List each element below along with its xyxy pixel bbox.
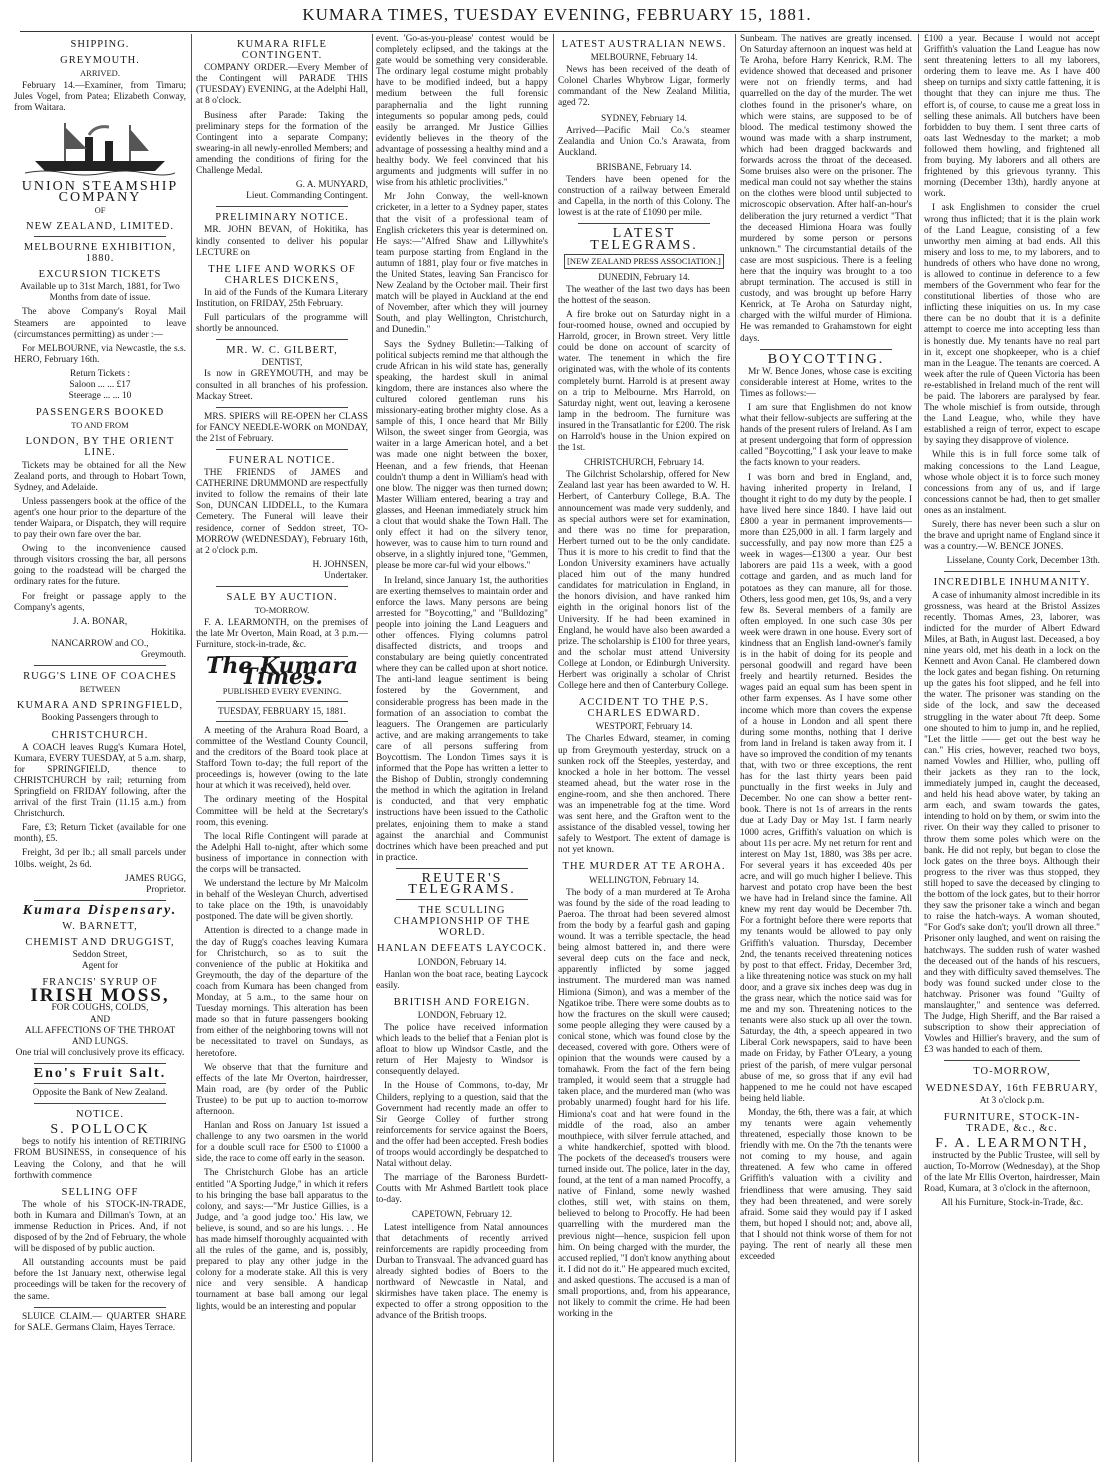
article-text: The marriage of the Baroness Burdett-Coutts with Mr Ashmed Bartlett took place to-day. (376, 1173, 548, 1206)
article-text: The Gilchrist Scholarship, offered for New Zealand last year has been awarded to W. H. Herbert, of Canterbury College, B.A. The announcement was made very suddenly, and as special authors were set for examination, and there was no time for preparation, Herbert turned out to be the only candidate. Thus it is more to his credit to find that the London University examiners have actually placed him out of the many hundred candidates for matriculation in England, in the honors division, and have ranked him eighth in the original honors list of the University. If he had been examined in England, he would have also been awarded a prize. The scholarship is £100 for three years, and the scholar must attend University College at London, or Edinburgh University. Herbert was originally a scholar of Christ College here and then of Canterbury College. (558, 470, 730, 692)
coughs-label: FOR COUGHS, COLDS, (51, 1003, 149, 1014)
exhibition-heading: MELBOURNE EXHIBITION, 1880. (23, 241, 177, 265)
saloon-fare: Saloon ... ... £17 (69, 379, 131, 390)
local-news: Attention is directed to a change made in the day of Rugg's coaches leaving Kumara for Christchurch, so as to suit the convenience of the public at Hokitika and Greymouth, the day of the departure of the coach from Kumara has been changed from Monday, at 5 a.m., to the same hour on Tuesday mornings. This alteration has been made so that in future passengers booking from either of the neighboring towns will not be necessitated to travel on Sundays, as heretofore. (196, 926, 368, 1059)
local-news: The Christchurch Globe has an article entitled "A Sporting Judge," in which it refers to his bringing the base ball apparatus to the colony, and says:—"Mr Justice Gillies, is a Judge, and 'a good judge too.' His law, we believe, is sound, and so are his lungs. . . He has made himself thoroughly acquainted with all the rules of the game, and is, possibly, prepared to play any other judge in the colony for a moderate stake. All this is very nice and very sensible. A handicap tournament at base ball among our legal lights, would be an interesting and popular (196, 1168, 368, 1312)
article-text: Latest intelligence from Natal announces that detachments of recently arrived reinforcements are rapidly proceeding from Durban to Transvaal. The advanced guard has already sighted bodies of Boers to the northward of Newcastle in Natal, and skirmishes have taken place. The enemy is expected to offer a strong opposition to the advance of the British troops. (376, 1222, 548, 1322)
dateline: WESTPORT, February 14. (595, 721, 693, 732)
munyard-title: Lieut. Commanding Contingent. (246, 191, 368, 202)
article-text: A fire broke out on Saturday night in a four-roomed house, owned and occupied by Harrold, grocer, in Brown street. Very little could be done on account of scarcity of water. The tenement in which the fire originated was, with the whole of its contents completely burnt. Harrold is at present away on a trip to Melbourne. Mrs Harrold, on Saturday night, went out, leaving a kerosene lamp in the bedroom. The furniture was insured in the Transatlantic for £200. The risk on Harrold's house in the Union expired on the 1st. (558, 309, 730, 454)
published-label: PUBLISHED EVERY EVENING. (222, 685, 342, 696)
selling-off: SELLING OFF (61, 1186, 139, 1198)
auction-furniture: All his Furniture, Stock-in-Trade, &c. (940, 1198, 1084, 1209)
page-masthead: KUMARA TIMES, TUESDAY EVENING, FEBRUARY 15, 1881. (302, 5, 812, 24)
unless-text: Unless passengers book at the office of the agent's one hour prior to the departure of the tender Waipara, or Dispatch, they will require to pay their own fare over the bar. (14, 496, 186, 541)
agent-nancarrow-town: Greymouth. (140, 650, 186, 661)
undertaker-label: Undertaker. (324, 570, 368, 581)
local-news: A meeting of the Arahura Road Board, a committee of the Westland County Council, and the creditors of the Board took place at Stafford Town to-day; the full report of the proceedings is, however (owing to the late hour at which it was received), held over. (196, 725, 368, 792)
royal-mail-text: The above Company's Royal Mail Steamers are appointed to leave (circumstances permitting) as under :— (14, 307, 186, 340)
article-text: Hanlan won the boat race, beating Laycock easily. (376, 969, 548, 991)
dispensary-heading: Kumara Dispensary. (22, 902, 178, 918)
article-text: In Ireland, since January 1st, the authorities are exerting themselves to maintain order and enforce the laws. Many persons are being arrested for "Boycotting," and "Bulldozing" people into joining the Land Leaguers and other offences. Flying columns patrol disaffected districts, and troops and constabulary are being quietly concentrated where they can be called upon at short notice. The anti-land league sentiment is being fostered by the Government, and considerable progress has been made in the formation of an association to combat the leaguers. The Orangemen are particularly active, and are making arrangements to take care of all persons suffering from Boycottism. The London Times says it is informed that the Pope has written a letter to the Bishop of Dublin, strongly condemning the method in which the agitation in Ireland is conducted, and that very emphatic instructions have been issued to the Catholic prelates, enjoining them to make a stand against the anarchial and Communist doctrines which have been preached and put in practice. (376, 575, 548, 863)
article-text: £100 a year. Because I would not accept Griffith's valuation the Land League has now sent threatening letters to all my laborers, ordering them to leave me. As I have 400 sheep on turnips and sixty cattle fattening, it is thought that they can injure me thus. The effort is, of course, to cause me a great loss in selling these animals. All butchers have been forbidden to buy them. I sent three carts of oats last Wednesday to the market; a mob followed them howling, and frightened all from buying. My laborers and all others are frightened by this grievous tyranny. This morning (December 13th), hardly anyone at work. (924, 34, 1100, 200)
dentist-label: DENTIST, (261, 358, 303, 369)
article-text: While this is in full force some talk of making concessions to the Land League, whose whole object it is to force such money concessions from any of us, and if large concessions cannot be had, then to get smaller ones as an instalment. (924, 450, 1100, 516)
sale-tomorrow: TO-MORROW. (254, 605, 310, 616)
article-text: Arrived—Pacific Mail Co.'s steamer Zealandia and Union Co.'s Arawata, from Auckland. (558, 125, 730, 158)
union-of: OF (94, 204, 106, 215)
melbourne-sailing: For MELBOURNE, via Newcastle, the s.s. HERO, February 16th. (14, 343, 186, 365)
inhumanity-heading: INCREDIBLE INHUMANITY. (933, 577, 1091, 589)
article-text: News has been received of the death of Colonel Charles Whybrow Ligar, formerly commandant of the New Zealand Militia, aged 72. (558, 65, 730, 109)
sale-heading: SALE BY AUCTION. (226, 592, 338, 604)
local-news: Hanlan and Ross on January 1st issued a challenge to any two oarsmen in the world for a double scull race for £500 to £1000 a side, the race to come off early in the season. (196, 1121, 368, 1165)
dateline: SYDNEY, February 14. (601, 112, 687, 123)
steamship-icon (25, 119, 175, 177)
irish-moss: IRISH MOSS, (30, 985, 170, 1007)
column-divider (191, 34, 192, 1462)
union-heading: UNION STEAMSHIP COMPANY (21, 178, 179, 205)
dickens-lecture: THE LIFE AND WORKS OF CHARLES DICKENS, (208, 263, 356, 286)
between-label: BETWEEN (79, 684, 121, 695)
sluice-text: SLUICE CLAIM.— QUARTER SHARE for SALE. Germans Claim, Hayes Terrace. (14, 1311, 186, 1333)
article-text: Monday, the 6th, there was a fair, at which my tenants were again vehemently threatened, especially those known to be friendly with me. On the 7th the tenants were not coming to my house, and again threatened. A few who came in offered Griffith's valuation with a civility and friendliness that were amusing. They said they had been threatened, and were sorely afraid. Some said they would pay if I asked them, but hoped I should not; and, above all, that I should not think worse of them for not paying. The rent of nearly all these men exceeded (740, 1107, 912, 1263)
boycotting-heading: BOYCOTTING. (767, 351, 885, 367)
article-text: The body of a man murdered at Te Aroha was found by the side of the road leading to Paeroa. The throat had been severed almost from the body by a fearful gash and gaping wound. It was a terrible spectacle, the head being almost battered in, and there were several deep cuts on the face and neck, apparently inflicted by some jagged instrument. The murdered man was named Himiona (Simon), and was a member of the Ngatikoe tribe. There were some doubts as to how the fractures on the skull were caused; some people alleging they were caused by a conical stone, which was found close by the deceased, covered with gore. Others were of opinion that the wounds were caused by a tomahawk. From the fact of the fern being trampled, it would seem that a struggle had taken place, and the murdered man (who was probably unarmed) fought hard for his life. Himiona's coat and hat were found in the middle of the road, also an amber mouthpiece, with silver ferrule attached, and a white handkerchief, spotted with blood. The pockets of the deceased's trousers were turned inside out. The police, later in the day, found, at the tent of a man named Procoffy, a native of Finland, some newly washed clothes, still wet, with stains on them, believed to belong to Procoffy. He had been quarrelling with the murdered man the previous night—hence, suspicion fell upon him. On being charged with the murder, the accused replied, "I don't know anything about it. I did not do it." He appeared much excited, and asked questions. The accused is a man of small proportions, and, from his appearance, not likely to commit the crime. He had been working in the (558, 887, 730, 1320)
auction-items: FURNITURE, STOCK-IN-TRADE, &c., &c. (943, 1111, 1081, 1134)
article-text: The weather of the last two days has been the hottest of the season. (558, 284, 730, 306)
local-news: We understand the lecture by Mr Malcolm in behalf of the Wesleyan Church, advertised to take place on the 19th, is unavoidably postponed. The date will be given shortly. (196, 879, 368, 923)
auction-tomorrow: TO-MORROW, (973, 1066, 1051, 1078)
letter-signoff: Lisselane, County Cork, December 13th. (946, 556, 1100, 567)
funeral-text: THE FRIENDS of JAMES and CATHERINE DRUMMOND are respectfully invited to follow the remains of their late Son, DUNCAN LIDDELL, to the Kumara Cemetery. The Funeral will leave their residence, corner of Seddon street, TO-MORROW (WEDNESDAY), February 16th, at 2 o'clock p.m. (196, 468, 368, 556)
local-news: The ordinary meeting of the Hospital Committee will be held at the Secretary's room, this evening. (196, 795, 368, 828)
article-text: In the House of Commons, to-day, Mr Childers, replying to a question, said that the Government had recently made an offer to Sir George Colley of further strong reinforcements for service against the Boers, and the offer had been accepted. Fresh bodies of troops would accordingly be despatched to Natal without delay. (376, 1081, 548, 1170)
article-text: The police have received information which leads to the belief that a Fenian plot is afloat to blow up Windsor Castle, and the return of Her Majesty to Windsor is consequently delayed. (376, 1022, 548, 1078)
dateline: CHRISTCHURCH, February 14. (583, 457, 704, 468)
agent-for: Agent for (81, 961, 119, 972)
return-tickets-label: Return Tickets : (70, 368, 130, 379)
auction-date: WEDNESDAY, 16th FEBRUARY, (925, 1082, 1099, 1094)
sale-text: F. A. LEARMONTH, on the premises of the late Mr Overton, Main Road, at 3 p.m.—Furniture, stock-in-trade, &c. (196, 618, 368, 651)
accident-heading: ACCIDENT TO THE P.S. CHARLES EDWARD. (578, 697, 710, 720)
coach-freight-text: Freight, 3d per lb.; all small parcels under 10lbs. weight, 2s 6d. (14, 848, 186, 870)
preliminary-heading: PRELIMINARY NOTICE. (215, 212, 349, 224)
paper-masthead: The Kumara Times. (205, 652, 359, 690)
johnsen-name: H. JOHNSEN, (312, 559, 368, 570)
funeral-heading: FUNERAL NOTICE. (228, 455, 336, 466)
arrived-label: ARRIVED. (80, 68, 120, 79)
column-divider (553, 34, 554, 1462)
column-divider (735, 34, 736, 1462)
union-nz: NEW ZEALAND, LIMITED. (26, 220, 174, 232)
steerage-fare: Steerage ... ... 10 (68, 391, 132, 402)
murder-heading: THE MURDER AT TE AROHA. (562, 861, 726, 873)
selling-text: The whole of his STOCK-IN-TRADE, both in Kumara and Dillman's Town, at an immense Reduction in Prices. And, if not disposed of by the 2nd of February, the whole will be disposed of by public auction. (14, 1199, 186, 1255)
article-text: Surely, there has never been such a slur on the brave and upright name of England since it was a country.—W. BENCE JONES. (924, 520, 1100, 553)
article-text: Says the Sydney Bulletin:—Talking of political subjects remind me that although the crude African in his wild state has, generally speaking, the hardest skull in animal kingdom, there are instances also where the cultured colored gentleman runs his missionary-eating brother mighty close. As a sample of this, I once heard that Mr Billy Wilson, the sweet singer from Georgia, was waiter in a large American hotel, and a bet was made one night between the boxer, Heenan, and a few friends, that Heenan couldn't thump a dent in William's head with one blow. The nigger was then turned down; Master William entered, bearing a tray and glasses, and Heenan immediately struck him a clout that would shake the Town Hall. The only effect it had on the silvery tenor, however, was to cause him to turn round and observe, in a slightly injured tone, "Gemmen, please be more car-ful wid your elbows." (376, 339, 548, 572)
column-1 (14, 34, 186, 1462)
article-text: I was born and bred in England, and, having inherited property in Ireland, I thought it right to do my duty by the people. I have lived here since 1840. I have laid out £800 a year in permanent improvements—more than £25,000 in all. I farm largely and successfully, and pay now more than £25 a week in wages—£1300 a year. Our best laborers are paid 11s a week, with a good cottage and garden, and as much land for potatoes as they can manure, all for those. Others, less good men, get 10s, 9s, and a very few 8s. Several members of a family are often employed. In one such case 30s per week were drawn in one house. Every sort of kindness that an English land-owner's family is in the habit of doing for its people and personal goodwill and regard have been freely and heartily returned. Besides the wages paid an equal sum has been spent in other farm expenses. As I have some other income which more than covers the expense of a house in London and all spent there during some months, nothing that I derive from land in Ireland is taken away from it. I have so improved the condition of my tenants that, with two or three exceptions, the rent has for the last thirty years been paid punctually in the first weeks in July and December. No one can show a better rent-book. There is not 1s of arrears in the rents due at Lady Day or May 1st. I farm nearly 1000 acres, Griffith's valuation on which is about 11s per acre. My net return for rent and interest on May 1st, 1880, was 38s per acre. For several years it has exceeded 40s per acre, and will go much higher I believe. This harvest and potato crop have been the best we have had in Ireland since the famine. All knew my rent day would be December 7th. For a fortnight before there were reports that my tenants would be allowed to pay only Griffith's valuation. Thursday, December 2nd, the tenants received threatening notices by post to that effect. Friday, December 3rd, a like threatening notice was stuck on my hall door, and a grave six inches deep was dug in the grass near, which the notice said was for me and my son. Threatening notices to the tenants were also stuck up all over the town. Saturday, the 4th, a speech appeared in two Liberal Cork newspapers, said to have been made on Friday, by Father O'Leary, a young priest of the parish, of mere vulgar personal abuse of me, so gross that if any evil had happened to me he could not have escaped being held liable. (740, 472, 912, 1104)
rugg-signature: JAMES RUGG, (125, 873, 186, 884)
hanlan-heading: HANLAN DEFEATS LAYCOCK. (377, 943, 547, 955)
spiers-text: MRS. SPIERS will RE-OPEN her CLASS for FANCY NEEDLE-WORK on MONDAY, the 21st of February. (196, 411, 368, 444)
dateline: CAPETOWN, February 12. (411, 1209, 513, 1220)
kumara-springfield: KUMARA AND SPRINGFIELD, (16, 700, 184, 712)
column-divider (918, 34, 919, 1462)
coach-text: A COACH leaves Rugg's Kumara Hotel, Kumara, EVERY TUESDAY, at 5 a.m. sharp, for SPRINGFIELD, thence to CHRISTCHURCH by rail; returning from Springfield on FRIDAY following, after the arrival of the first Train (11.15 a.m.) from Christchurch. (14, 742, 186, 820)
excursion-text: Available up to 31st March, 1881, for Two Months from date of issue. (20, 282, 180, 304)
british-heading: BRITISH AND FOREIGN. (393, 996, 531, 1008)
arrivals-text: February 14.—Examiner, from Timaru; Jules Vogel, from Patea; Elizabeth Conway, from Waitara. (14, 81, 186, 114)
column-3 (376, 34, 548, 1462)
accounts-text: All outstanding accounts must be paid before the 1st January next, otherwise legal proceedings will be taken for the recovery of the same. (14, 1258, 186, 1302)
column-2 (196, 34, 368, 1462)
article-text: A case of inhumanity almost incredible in its grossness, was heard at the Bristol Assizes recently. Thomas Ames, 23, laborer, was indicted for the murder of Albert Edward Miles, at Bath, in August last. Deceased, a boy nine years old, met his death in a lock on the Kennett and Avon Canal. He clambered down the lock gates and began fishing. On returning up the gates his foot slipped, and he fell into the water. The prisoner was standing on the side of the lock, and saw the deceased struggling in the water about 7ft deep. Some one shouted to him to jump in, and he replied, "Let the little —— get out the best way he can." His cries, however, reached two boys, named Vowles and Hillier, who, pulling off their jackets as they ran to the lock, immediately jumped in, caught the deceased, and held his head above water, by taking an arm each, and swam towards the gates, intending to hold on by them, or swim into the river. On their way they called to prisoner to throw them some poles which were on the bank. He did not reply, but began to close the lock gates on the three boys. Although their progress to the river was thus stopped, they still hoped to save the deceased by clinging to the bottom of the lock gates, but to their horror they saw the prisoner take a winch and began to raise the hatch-ways. A woman shouted, "For God's sake don't; you'll drown all three." Prisoner only laughed, and went on raising the hatchways. The sudden rush of water washed the deceased out of the hands of his rescuers, and they with difficulty saved themselves. The body was found sucked under close to the hatchway. Prisoner was found "Guilty of manslaughter," and sentence was deferred. The Judge, High Sheriff, and the Bar raised a subscription to show their appreciation of Vowles and Hillier's bravery, and the sum of £3 was handed to each of them. (924, 590, 1100, 1056)
munyard-name: G. A. MUNYARD, (295, 180, 368, 191)
local-news: The local Rifle Contingent will parade at the Adelphi Hall to-night, after which some business of importance in connection with the corps will be transacted. (196, 831, 368, 875)
column-6 (924, 34, 1100, 1462)
rifle-text: COMPANY ORDER.—Every Member of the Contingent will PARADE THIS (TUESDAY) EVENING, at the Adelphi Hall, at 8 o'clock. (196, 63, 368, 107)
barnett-name: W. BARNETT, (62, 920, 138, 932)
rifle-heading: KUMARA RIFLE CONTINGENT. (237, 39, 327, 62)
sculling-heading: THE SCULLING CHAMPIONSHIP OF THE WORLD. (393, 905, 531, 939)
to-from: TO AND FROM (71, 420, 129, 431)
dateline: WELLINGTON, February 14. (589, 874, 699, 885)
and-label: AND (89, 1014, 111, 1025)
orient-line: LONDON, BY THE ORIENT LINE. (25, 436, 175, 459)
particulars-text: Full particulars of the programme will shortly be announced. (196, 313, 368, 335)
notice-heading: NOTICE. (75, 1109, 125, 1121)
freight-text: For freight or passage apply to the Company's agents, (14, 591, 186, 613)
seddon-street: Seddon Street, (72, 950, 128, 961)
syrup-label: FRANCIS' SYRUP OF (42, 977, 158, 989)
pollock-text: begs to notify his intention of RETIRING FROM BUSINESS, in consequence of his Leaving the Colony, and that he will forthwith commence (14, 1137, 186, 1181)
tickets-text: Tickets may be obtained for all the New Zealand ports, and through to Hobart Town, Sydney, and Adelaide. (14, 460, 186, 493)
australian-heading: LATEST AUSTRALIAN NEWS. (561, 39, 727, 50)
dateline: DUNEDIN, February 14. (598, 271, 690, 282)
dateline: LONDON, February 12. (417, 1009, 507, 1020)
bevan-text: MR. JOHN BEVAN, of Hokitika, has kindly consented to deliver his popular LECTURE on (196, 225, 368, 258)
article-text: The Charles Edward, steamer, in coming up from Greymouth yesterday, struck on a sunken rock off the Steeples, yesterday, and knocked a hole in her bottom. The vessel steamed ahead, but the water rose in the engine-room, and she then anchored. There was an impenetrable fog at the time. Word was sent here, and the Grafton went to the assistance of the disabled vessel, towing her safely to Westport. The extent of damage is not yet known. (558, 734, 730, 856)
auction-text: instructed by the Public Trustee, will sell by auction, To-Morrow (Wednesday), at the Shop of the late Mr Ellis Overton, hairdresser, Main Road, Kumara, at 3 o'clock in the afternoon, (924, 1151, 1100, 1195)
excursion-heading: EXCURSION TICKETS (38, 269, 162, 281)
local-news: We observe that that the furniture and effects of the late Mr Overton, hairdresser, Main road, are (by order of the Public Trustee) to be put up to auction to-morrow afternoon. (196, 1062, 368, 1117)
eno-heading: Eno's Fruit Salt. (33, 1065, 167, 1081)
rugg-heading: RUGG'S LINE OF COACHES (23, 671, 177, 683)
issue-date: TUESDAY, FEBRUARY 15, 1881. (218, 705, 346, 716)
agent-nancarrow: NANCARROW and CO., (51, 638, 149, 649)
reuter-heading: REUTER'S TELEGRAMS. (408, 870, 516, 898)
press-association: [NEW ZEALAND PRESS ASSOCIATION.] (564, 254, 724, 269)
masthead-rule (20, 31, 1094, 32)
article-text: I am sure that Englishmen do not know what their fellow-subjects are suffering at the hands of the present rulers of Ireland. As I am at present undergoing that form of oppression called "Boycotting," I ask your leave to make the facts known to your readers. (740, 403, 912, 469)
chemist-label: CHEMIST AND DRUGGIST, (25, 937, 175, 948)
dateline: LONDON, February 14. (417, 956, 507, 967)
article-text: I ask Englishmen to consider the cruel wrong thus inflicted; that it is the plain work of the Land League, consisting of a few unworthy men aiming at bad ends. All this misery and loss to me, to my laborers, and to hundreds of others who have done no wrong, is allowed to continue in deference to a few members of the Government who fear for the constitutional liberties of those who are inflicting these iniquities on us. In my case there can be no doubt that it is a definite attempt to coerce me into accepting less than is honestly due. My tenants have no real part in it, except one shopkeeper, who is a chief man in the League. The tenants are coerced. A week after the rule of Queen Victoria has been re-established in Ireland much of the rent will be paid. The laborers are paralysed by fear. The whole mischief is from outside, through the Land League, who, while they have established a reign of terror, expect to escape by saying they disapprove of violence. (924, 203, 1100, 447)
throat-label: ALL AFFECTIONS OF THE THROAT AND LUNGS. (24, 1025, 176, 1047)
gilbert-text: Is now in GREYMOUTH, and may be consulted in all branches of his profession. Mackay Street. (196, 369, 368, 402)
shipping-heading: SHIPPING. (70, 39, 130, 50)
rifle-business: Business after Parade: Taking the preliminary steps for the formation of the Contingent into a separate Company; swearing-in all newly-enrolled Members; and amending the conditions of firing for the Challenge Medal. (196, 110, 368, 177)
agent-bonar: J. A. BONAR, (72, 616, 128, 627)
telegrams-heading: LATEST TELEGRAMS. (590, 226, 698, 253)
opposite-bank: Opposite the Bank of New Zealand. (32, 1088, 168, 1099)
one-trial-text: One trial will conclusively prove its efficacy. (15, 1047, 185, 1058)
article-text: Mr W. Bence Jones, whose case is exciting considerable interest at Home, writes to the Times as follows:— (740, 366, 912, 399)
auction-time: At 3 o'clock p.m. (979, 1095, 1045, 1106)
aid-text: In aid of the Funds of the Kumara Literary Institution, on FRIDAY, 25th February. (196, 287, 368, 309)
dateline: MELBOURNE, February 14. (590, 52, 698, 63)
pollock-name: S. POLLOCK (50, 1122, 150, 1138)
article-text: Tenders have been opened for the construction of a railway between Emerald and Capella, in the north of this Colony. The lowest is at the rate of £1090 per mile. (558, 175, 730, 219)
agent-bonar-town: Hokitika. (150, 627, 186, 638)
passengers-booked: PASSENGERS BOOKED (35, 407, 165, 419)
dateline: BRISBANE, February 14. (596, 161, 692, 172)
booking-label: Booking Passengers through to (41, 713, 159, 724)
rugg-proprietor: Proprietor. (146, 884, 186, 895)
learmonth-name: F. A. LEARMONTH, (935, 1135, 1089, 1151)
article-text: Mr John Conway, the well-known cricketer, in a letter to a Sydney paper, states that the visit of a professional team of English cricketers this year is determined on. He says:—"Alfred Shaw and Lillywhite's team purpose starting from England in the autumn of 1881, play four or five matches in the United States, leaving San Francisco for New Zealand by the October mail. Their first match will be played in Auckland at the end of November, after which they will journey South, and play Wellington, Christchurch, and Dunedin." (376, 192, 548, 336)
christchurch-label: CHRISTCHURCH. (51, 729, 149, 741)
article-text: Sunbeam. The natives are greatly incensed. On Saturday afternoon an inquest was held at Te Aroha, before Harry Kenrick, R.M. The evidence showed that deceased and prisoner were not on friendly terms, and had quarrelled on the day of the murder. The wet clothes found in the prisoner's whare, on which were stains, are supposed to be of blood. The medical testimony showed the wound was made with a sharp instrument, which had been dragged backwards and forwards across the throat of the deceased. Some bruises also were on the prisoner. The medical man could not say whether the stains on the clothes were blood until subjected to microscopic observation. After half-an-hour's deliberation the jury returned a verdict "That the deceased Himiona Hoara was foully murdered by some person or persons unknown." The circumstantial details of the case are most suspicious. There is a feeling here that the inquiry was brought to a too abrupt termination. The accused is still in custody, and was brought up before Harry Kenrick, at Te Aroha on Saturday night, charged with the wilful murder of Himiona. He was remanded to Grahamstown for eight days. (740, 34, 912, 344)
column-4 (558, 34, 730, 1462)
article-text: event. 'Go-as-you-please' contest would be completely eclipsed, and the takings at the gate would be something very considerable. The ordinary legal costume might probably have to be modified indeed, but a happy medium between the full forensic paraphernalia and the light running integuments so popular among peds, could easily be arranged. Mr Justice Gillies evidently believes in the theory of the advantage of possessing a healthy mind and a healthy body. We feel convinced that his arguments and judgments will suffer in no wise from his athletic proclivities." (376, 34, 548, 189)
gilbert-heading: MR. W. C. GILBERT, (226, 345, 338, 357)
owing-text: Owing to the inconvenience caused through visitors crossing the bar, all persons going to the roadstead will be charged the ordinary rates for the future. (14, 544, 186, 588)
column-5 (740, 34, 912, 1462)
fare-text: Fare, £3; Return Ticket (available for one month), £5. (14, 823, 186, 845)
greymouth-heading: GREYMOUTH. (60, 55, 140, 67)
column-divider (372, 34, 373, 1462)
